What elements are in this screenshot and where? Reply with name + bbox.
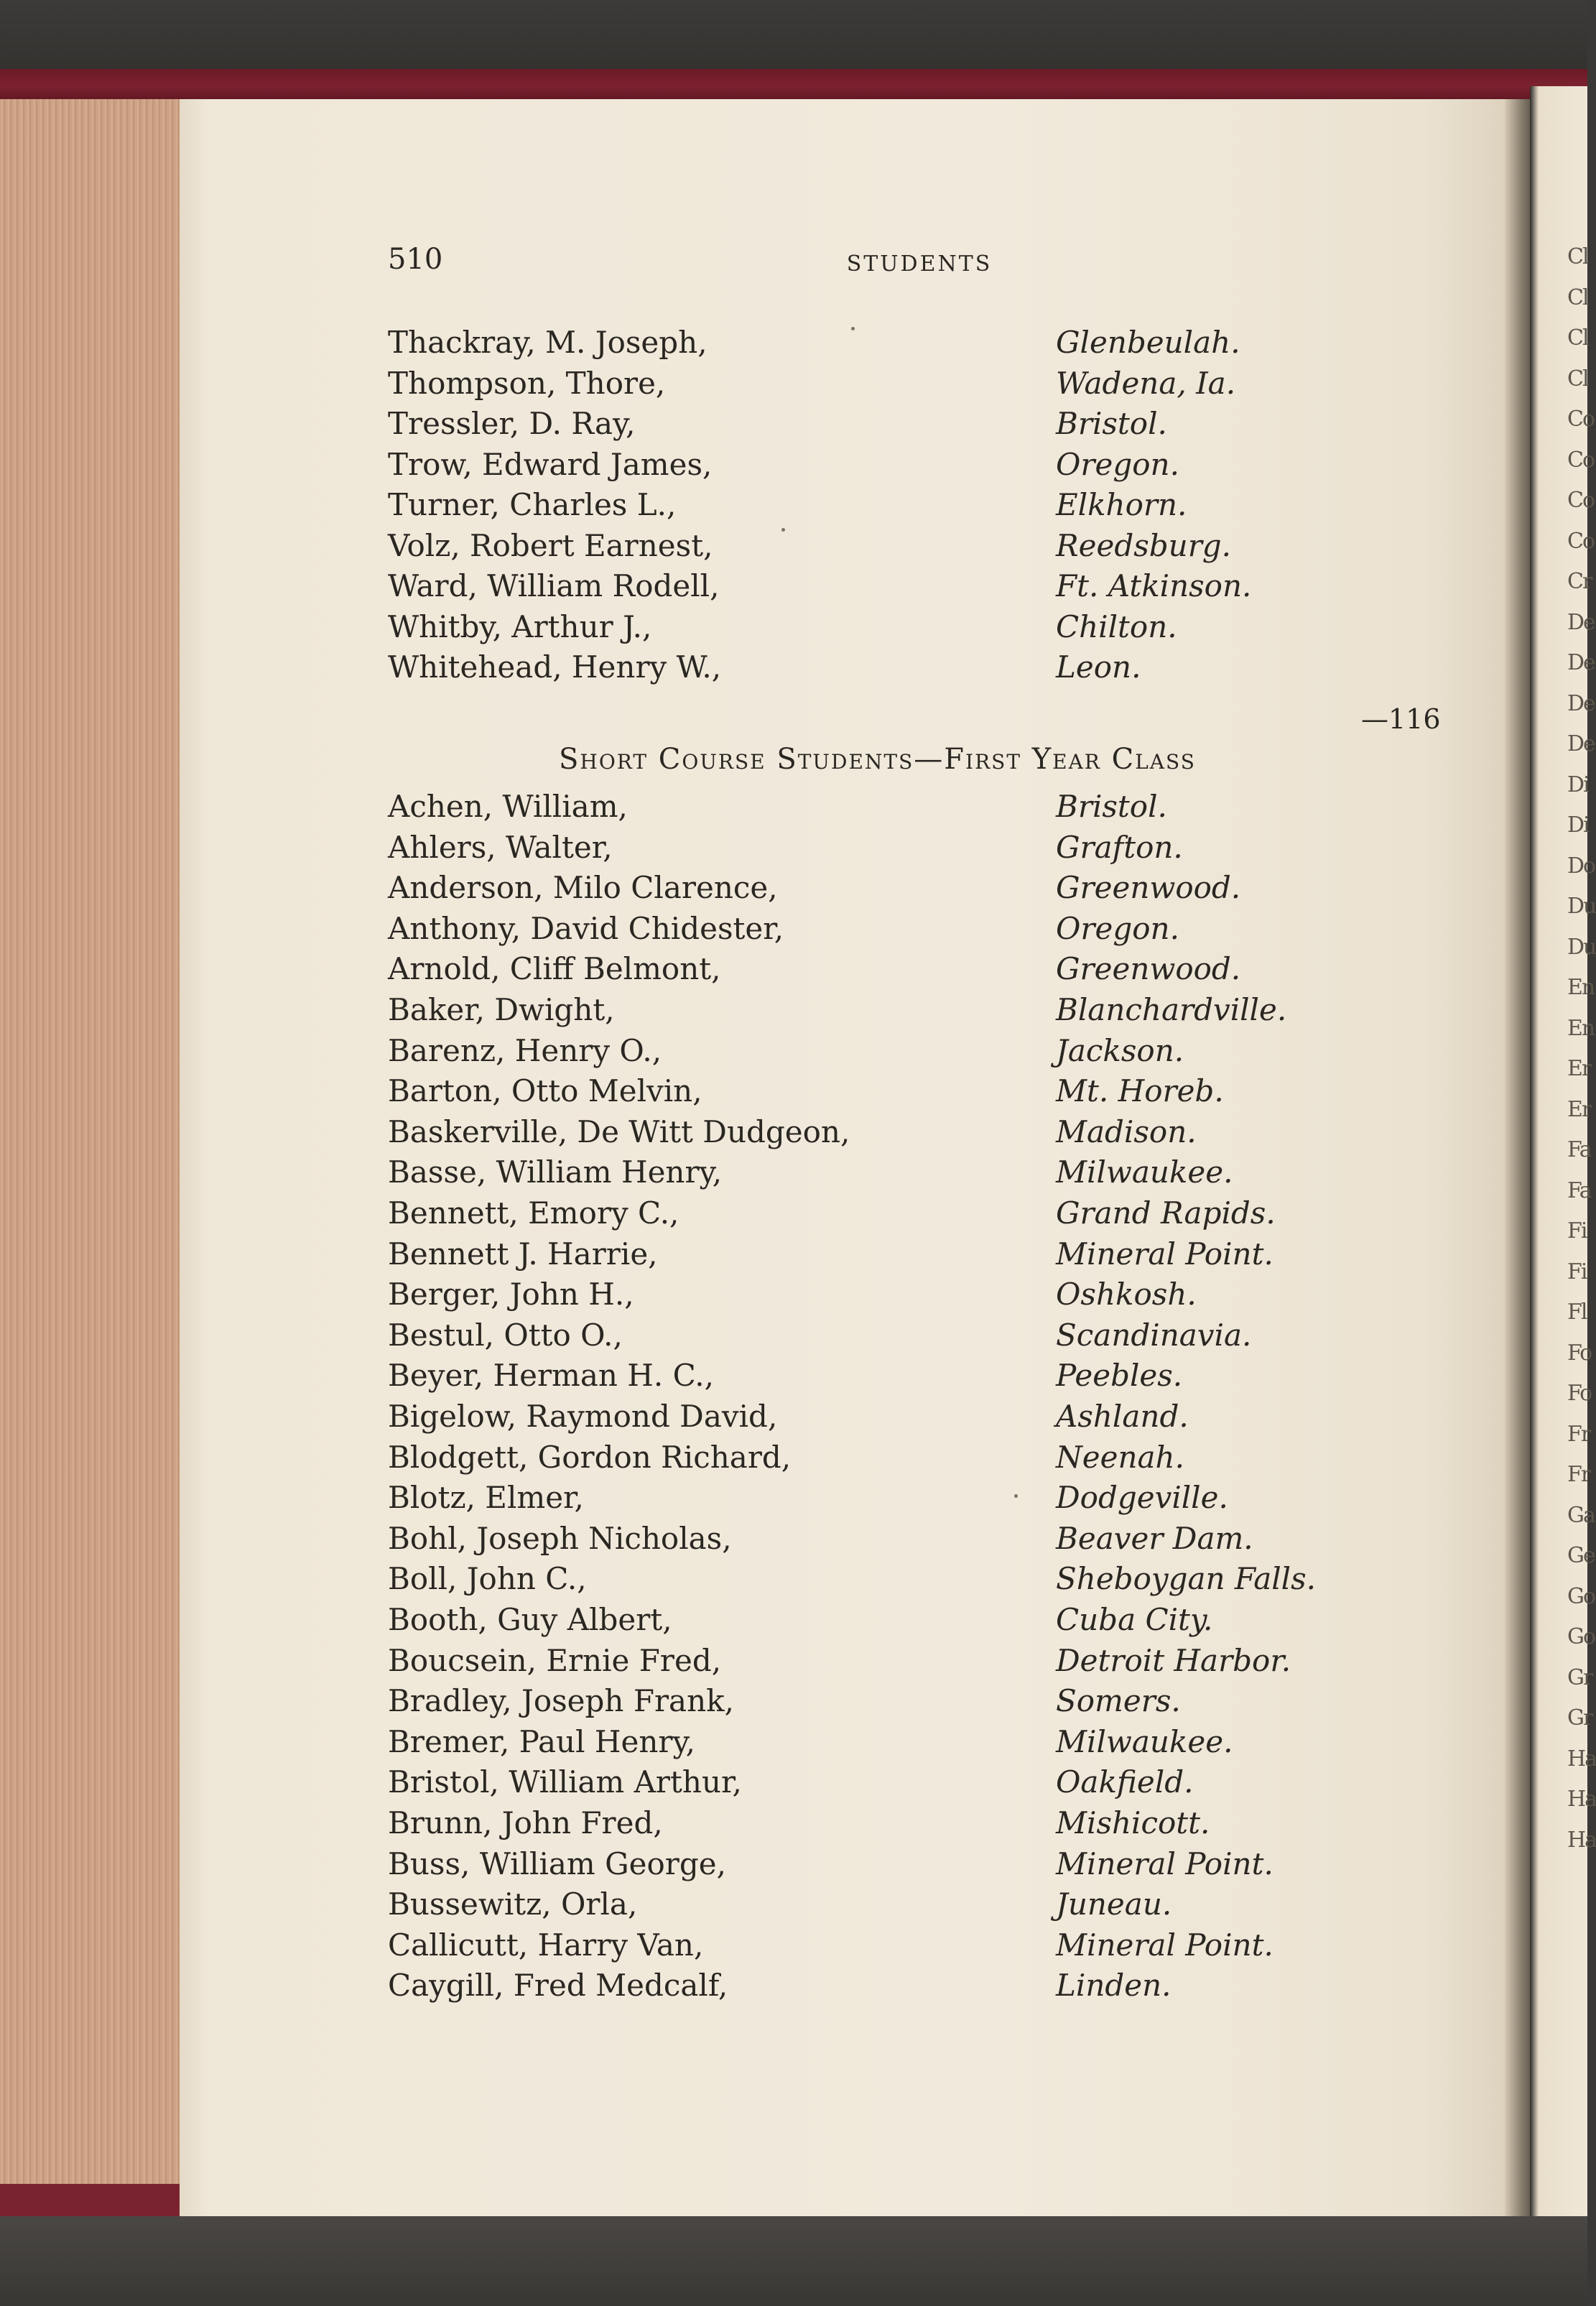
list-item bbox=[0, 951, 1587, 987]
list-item bbox=[0, 649, 1587, 685]
student-name: Boucsein, Ernie Fred, bbox=[388, 1642, 722, 1678]
section-heading: Short Course Students—First Year Class bbox=[559, 743, 1196, 776]
student-name: Volz, Robert Earnest, bbox=[388, 527, 713, 563]
list-item bbox=[0, 1683, 1587, 1719]
student-name: Beyer, Herman H. C., bbox=[388, 1358, 714, 1394]
student-hometown: Mineral Point. bbox=[1056, 1846, 1273, 1881]
student-name: Thackray, M. Joseph, bbox=[388, 325, 707, 360]
facing-page-letter: Co bbox=[1567, 447, 1595, 473]
student-name: Turner, Charles L., bbox=[388, 487, 677, 522]
student-hometown: Madison. bbox=[1056, 1113, 1197, 1149]
student-hometown: Ashland. bbox=[1056, 1399, 1189, 1434]
student-hometown: Glenbeulah. bbox=[1056, 325, 1240, 360]
student-hometown: Blanchardville. bbox=[1056, 992, 1287, 1027]
student-name: Achen, William, bbox=[388, 789, 628, 824]
facing-page-letter: Fl bbox=[1567, 1300, 1587, 1325]
student-hometown: Dodgeville. bbox=[1056, 1480, 1228, 1516]
list-item bbox=[0, 487, 1587, 523]
facing-page-letter: Cl bbox=[1567, 366, 1588, 392]
student-hometown: Beaver Dam. bbox=[1056, 1520, 1253, 1556]
running-title: STUDENTS bbox=[846, 251, 993, 277]
list-item bbox=[0, 1968, 1587, 2004]
list-item bbox=[0, 1114, 1587, 1150]
facing-page-letter: Fo bbox=[1567, 1381, 1592, 1406]
student-name: Anderson, Milo Clarence, bbox=[388, 870, 778, 906]
facing-page-letter: Er bbox=[1567, 1096, 1591, 1122]
student-name: Tressler, D. Ray, bbox=[388, 406, 636, 441]
facing-page-letter: Cr bbox=[1567, 569, 1592, 594]
book-cover-edge bbox=[0, 69, 1587, 103]
facing-page-letter: En bbox=[1567, 1015, 1595, 1041]
student-name: Bradley, Joseph Frank, bbox=[388, 1683, 734, 1719]
student-hometown: Mishicott. bbox=[1056, 1805, 1210, 1840]
facing-page-letter: Er bbox=[1567, 1056, 1591, 1081]
student-name: Whitby, Arthur J., bbox=[388, 608, 652, 644]
list-item bbox=[0, 789, 1587, 825]
student-name: Callicutt, Harry Van, bbox=[388, 1927, 704, 1963]
facing-page-letter: Co bbox=[1567, 488, 1595, 513]
student-name: Baskerville, De Witt Dudgeon, bbox=[388, 1113, 850, 1149]
student-name: Blotz, Elmer, bbox=[388, 1480, 584, 1516]
list-item bbox=[0, 366, 1587, 402]
student-hometown: Milwaukee. bbox=[1056, 1723, 1233, 1759]
student-hometown: Scandinavia. bbox=[1056, 1317, 1252, 1353]
student-hometown: Leon. bbox=[1056, 649, 1141, 685]
student-hometown: Elkhorn. bbox=[1056, 487, 1187, 522]
facing-page-letter: Ge bbox=[1567, 1543, 1595, 1568]
student-name: Baker, Dwight, bbox=[388, 992, 615, 1027]
student-hometown: Neenah. bbox=[1056, 1439, 1184, 1475]
student-name: Basse, William Henry, bbox=[388, 1154, 723, 1190]
facing-page-letter: Fr bbox=[1567, 1421, 1590, 1447]
list-item bbox=[0, 447, 1587, 483]
facing-page-letter: Fi bbox=[1567, 1218, 1587, 1244]
background-cloth-top bbox=[0, 0, 1587, 72]
student-name: Bennett J. Harrie, bbox=[388, 1236, 658, 1272]
student-name: Blodgett, Gordon Richard, bbox=[388, 1439, 792, 1475]
student-name: Ward, William Rodell, bbox=[388, 568, 720, 603]
student-hometown: Mt. Horeb. bbox=[1056, 1073, 1224, 1109]
student-hometown: Chilton. bbox=[1056, 608, 1177, 644]
student-name: Bigelow, Raymond David, bbox=[388, 1399, 778, 1434]
facing-page-letter: Co bbox=[1567, 528, 1595, 554]
student-name: Arnold, Cliff Belmont, bbox=[388, 951, 721, 987]
student-hometown: Mineral Point. bbox=[1056, 1236, 1273, 1272]
student-name: Barton, Otto Melvin, bbox=[388, 1073, 702, 1109]
student-name: Whitehead, Henry W., bbox=[388, 649, 722, 685]
list-item bbox=[0, 1399, 1587, 1435]
facing-page-letter: Du bbox=[1567, 894, 1596, 919]
list-item bbox=[0, 1073, 1587, 1109]
list-item bbox=[0, 1195, 1587, 1231]
list-item bbox=[0, 1724, 1587, 1760]
student-name: Anthony, David Chidester, bbox=[388, 910, 784, 946]
student-hometown: Somers. bbox=[1056, 1683, 1181, 1719]
student-name: Buss, William George, bbox=[388, 1846, 726, 1881]
list-item bbox=[0, 1033, 1587, 1069]
cover-corner bbox=[0, 2184, 183, 2220]
student-name: Bremer, Paul Henry, bbox=[388, 1723, 695, 1759]
list-item bbox=[0, 609, 1587, 645]
list-item bbox=[0, 1358, 1587, 1394]
list-item bbox=[0, 1480, 1587, 1516]
facing-page-letter: Di bbox=[1567, 772, 1589, 797]
list-item bbox=[0, 1764, 1587, 1800]
student-name: Trow, Edward James, bbox=[388, 446, 713, 482]
facing-page-letter: Cl bbox=[1567, 325, 1588, 351]
list-item bbox=[0, 870, 1587, 906]
student-hometown: Grafton. bbox=[1056, 829, 1183, 865]
list-item bbox=[0, 1846, 1587, 1882]
facing-page-letter: Ha bbox=[1567, 1787, 1596, 1812]
facing-page-letter: Go bbox=[1567, 1624, 1595, 1649]
student-name: Boll, John C., bbox=[388, 1561, 587, 1597]
student-hometown: Oshkosh. bbox=[1056, 1277, 1197, 1312]
page-number: 510 bbox=[388, 243, 443, 276]
facing-page-letter: Gr bbox=[1567, 1664, 1592, 1690]
list-item bbox=[0, 1643, 1587, 1679]
list-item bbox=[0, 1886, 1587, 1922]
list-item bbox=[0, 568, 1587, 604]
list-item bbox=[0, 528, 1587, 564]
student-name: Caygill, Fred Medcalf, bbox=[388, 1968, 728, 2004]
list-item bbox=[0, 1602, 1587, 1638]
list-item bbox=[0, 1318, 1587, 1353]
student-hometown: Sheboygan Falls. bbox=[1056, 1561, 1317, 1597]
list-item bbox=[0, 1154, 1587, 1190]
facing-page-letter: Du bbox=[1567, 934, 1596, 960]
student-hometown: Bristol. bbox=[1056, 789, 1167, 824]
facing-page-letter: Gr bbox=[1567, 1705, 1592, 1731]
student-hometown: Oregon. bbox=[1056, 446, 1179, 482]
facing-page-letter: Do bbox=[1567, 853, 1595, 879]
facing-page-letter: Go bbox=[1567, 1583, 1595, 1609]
student-hometown: Jackson. bbox=[1056, 1032, 1184, 1068]
facing-page-letter: En bbox=[1567, 975, 1595, 1000]
student-hometown: Wadena, Ia. bbox=[1056, 365, 1236, 401]
facing-page-letter: Fi bbox=[1567, 1259, 1587, 1284]
facing-page-letter: Ha bbox=[1567, 1746, 1596, 1772]
facing-page-letter: Fo bbox=[1567, 1340, 1592, 1366]
student-name: Thompson, Thore, bbox=[388, 365, 666, 401]
student-name: Bussewitz, Orla, bbox=[388, 1886, 638, 1922]
student-name: Bohl, Joseph Nicholas, bbox=[388, 1520, 732, 1556]
list-item bbox=[0, 1927, 1587, 1963]
student-hometown: Cuba City. bbox=[1056, 1602, 1213, 1637]
student-name: Bennett, Emory C., bbox=[388, 1195, 679, 1231]
list-item bbox=[0, 1277, 1587, 1312]
background-cloth-bottom bbox=[0, 2216, 1587, 2306]
student-hometown: Mineral Point. bbox=[1056, 1927, 1273, 1963]
student-name: Bristol, William Arthur, bbox=[388, 1764, 742, 1800]
student-hometown: Oakfield. bbox=[1056, 1764, 1194, 1800]
facing-page-letter: Ga bbox=[1567, 1502, 1595, 1528]
student-hometown: Peebles. bbox=[1056, 1358, 1183, 1394]
list-item bbox=[0, 1561, 1587, 1597]
list-item bbox=[0, 406, 1587, 442]
facing-page-letter: De bbox=[1567, 609, 1595, 635]
student-hometown: Greenwood. bbox=[1056, 951, 1241, 987]
student-count: —116 bbox=[1361, 703, 1441, 735]
facing-page-letter: Fa bbox=[1567, 1137, 1591, 1162]
student-name: Berger, John H., bbox=[388, 1277, 634, 1312]
student-hometown: Juneau. bbox=[1056, 1886, 1172, 1922]
student-hometown: Milwaukee. bbox=[1056, 1154, 1233, 1190]
student-hometown: Detroit Harbor. bbox=[1056, 1642, 1291, 1678]
student-hometown: Oregon. bbox=[1056, 910, 1179, 946]
student-name: Barenz, Henry O., bbox=[388, 1032, 662, 1068]
student-hometown: Ft. Atkinson. bbox=[1056, 568, 1252, 603]
list-item bbox=[0, 1236, 1587, 1272]
list-item bbox=[0, 992, 1587, 1028]
student-hometown: Reedsburg. bbox=[1056, 527, 1232, 563]
list-item bbox=[0, 325, 1587, 361]
student-hometown: Bristol. bbox=[1056, 406, 1167, 441]
student-name: Booth, Guy Albert, bbox=[388, 1602, 672, 1637]
list-item bbox=[0, 1440, 1587, 1476]
facing-page-letter: Ha bbox=[1567, 1827, 1596, 1853]
facing-page-letter: Fr bbox=[1567, 1462, 1590, 1487]
student-hometown: Greenwood. bbox=[1056, 870, 1241, 906]
facing-page-letter: De bbox=[1567, 690, 1595, 716]
student-hometown: Grand Rapids. bbox=[1056, 1195, 1276, 1231]
facing-page-letter: De bbox=[1567, 731, 1595, 756]
student-name: Bestul, Otto O., bbox=[388, 1317, 623, 1353]
facing-page-letter: De bbox=[1567, 650, 1595, 675]
list-item bbox=[0, 830, 1587, 866]
facing-page-letter: Di bbox=[1567, 812, 1589, 838]
list-item bbox=[0, 911, 1587, 947]
list-item bbox=[0, 1521, 1587, 1557]
list-item bbox=[0, 1805, 1587, 1841]
facing-page-letter: Cl bbox=[1567, 244, 1588, 269]
student-hometown: Linden. bbox=[1056, 1968, 1172, 2004]
facing-page-letter: Cl bbox=[1567, 284, 1588, 310]
student-name: Ahlers, Walter, bbox=[388, 829, 613, 865]
facing-page-letter: Co bbox=[1567, 407, 1595, 432]
facing-page-letter: Fa bbox=[1567, 1177, 1591, 1203]
student-name: Brunn, John Fred, bbox=[388, 1805, 663, 1840]
